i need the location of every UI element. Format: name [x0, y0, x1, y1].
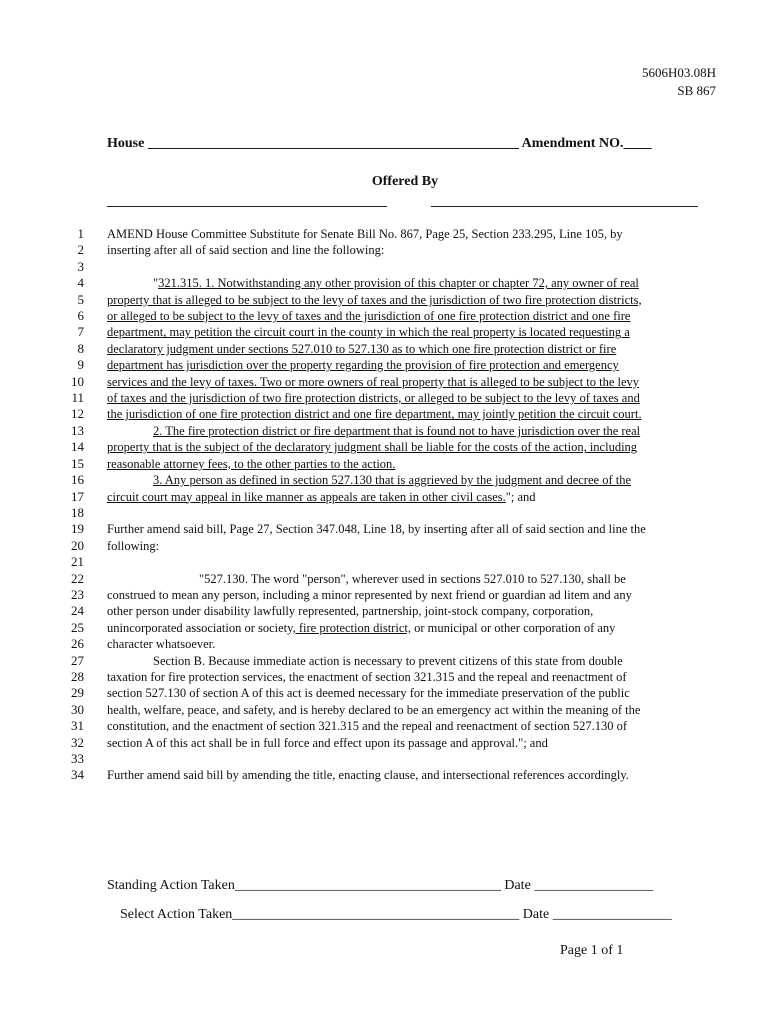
line-segment: unincorporated association or society [107, 620, 293, 635]
line-number: 29 [71, 685, 84, 701]
numbered-line [0, 538, 770, 554]
select-date-blank: _________________ [552, 907, 672, 922]
line-text [107, 390, 707, 406]
house-label: House [107, 136, 145, 151]
line-segment: Further amend said bill by amending the title, enacting clause, and intersectional references accordingly. [107, 768, 629, 783]
line-number: 5 [77, 291, 84, 307]
line-text [107, 341, 707, 357]
line-segment: " [153, 276, 159, 291]
numbered-line [0, 374, 770, 390]
numbered-line [0, 390, 770, 406]
line-segment: constitution, and the enactment of section 321.315 and the repeal and reenactment of section 527.130 of [107, 719, 627, 734]
line-number: 20 [71, 537, 84, 553]
numbered-line [0, 735, 770, 751]
line-segment: other person under disability lawfully represented, partnership, joint-stock company, corporation, [107, 604, 594, 619]
line-text [107, 406, 707, 422]
numbered-line [0, 226, 770, 242]
line-text [107, 521, 707, 537]
line-segment: "527.130. The word "person", wherever used in sections 527.010 to 527.130, shall be [199, 571, 626, 586]
line-segment: inserting after all of said section and line the following: [107, 243, 385, 258]
numbered-line [0, 324, 770, 340]
line-number: 25 [71, 619, 84, 635]
line-number: 11 [71, 390, 84, 406]
bill-number: SB 867 [677, 83, 716, 98]
line-number: 32 [71, 734, 84, 750]
numbered-line [0, 456, 770, 472]
line-text [107, 242, 707, 258]
line-number: 34 [71, 767, 84, 783]
line-segment: health, welfare, peace, and safety, and is hereby declared to be an emergency act within the meaning of the [107, 702, 641, 717]
standing-action-row [107, 878, 653, 894]
numbered-line [0, 341, 770, 357]
house-blank: _____________________________________________________ [147, 136, 519, 151]
line-text [107, 489, 707, 505]
line-number: 22 [71, 570, 84, 586]
numbered-line [0, 357, 770, 373]
numbered-line [0, 620, 770, 636]
numbered-line [0, 472, 770, 488]
select-date-label: Date [522, 907, 550, 922]
line-number: 23 [71, 586, 84, 602]
offered-by-label: Offered By [371, 174, 439, 189]
line-number: 13 [71, 422, 84, 438]
line-text [107, 439, 707, 455]
line-number: 28 [71, 668, 84, 684]
offered-by-blank-right [431, 206, 698, 207]
line-number: 9 [77, 357, 84, 373]
line-number: 7 [77, 324, 84, 340]
line-text [107, 275, 753, 291]
line-number: 8 [77, 340, 84, 356]
line-number: 6 [77, 308, 84, 324]
line-text [107, 292, 707, 308]
inserted-text: department, may petition the circuit court in the county in which the real property is located requesting a [107, 325, 630, 340]
line-text [107, 472, 753, 488]
line-number: 12 [71, 406, 84, 422]
numbered-line [0, 308, 770, 324]
line-text [107, 767, 707, 783]
line-text [107, 718, 707, 734]
line-text [107, 357, 707, 373]
numbered-line [0, 292, 770, 308]
page-number: Page 1 of 1 [560, 943, 624, 958]
numbered-line [0, 653, 770, 669]
document-number: 5606H03.08H [641, 65, 716, 80]
line-number: 4 [77, 275, 84, 291]
line-number: 17 [71, 488, 84, 504]
line-number: 21 [71, 554, 84, 570]
line-segment: character whatsoever. [107, 637, 216, 652]
line-number: 14 [71, 439, 84, 455]
line-number: 30 [71, 701, 84, 717]
line-segment: Further amend said bill, Page 27, Section 347.048, Line 18, by inserting after all of said section and line the [107, 522, 646, 537]
numbered-line [0, 702, 770, 718]
standing-date-label: Date [504, 878, 531, 893]
inserted-text: circuit court may appeal in like manner as appeals are taken in other civil cases. [107, 489, 506, 504]
numbered-line [0, 554, 770, 570]
line-text [107, 587, 707, 603]
line-segment: section A of this act shall be in full force and effect upon its passage and approval."; and [107, 735, 548, 750]
line-number: 3 [77, 258, 84, 274]
standing-action-blank: ______________________________________ [234, 878, 501, 893]
inserted-text: or alleged to be subject to the levy of taxes and the jurisdiction of one fire protection district and one fire [107, 309, 631, 324]
numbered-line [0, 439, 770, 455]
inserted-text: 2. The fire protection district or fire department that is found not to have jurisdiction over the real [153, 423, 641, 438]
numbered-line [0, 406, 770, 422]
line-number: 1 [77, 226, 84, 241]
line-number: 26 [71, 636, 84, 652]
line-segment: taxation for fire protection services, the enactment of section 321.315 and the repeal and reenactment of [107, 669, 627, 684]
select-action-label: Select Action Taken [120, 907, 233, 922]
line-segment: or municipal or other corporation of any [410, 620, 616, 635]
numbered-line [0, 587, 770, 603]
inserted-text: , fire protection district, [292, 620, 411, 635]
numbered-line [0, 259, 770, 275]
line-number: 2 [77, 242, 84, 258]
numbered-line [0, 571, 770, 587]
line-number: 15 [71, 455, 84, 471]
line-segment: "; and [505, 489, 536, 504]
line-text [107, 603, 707, 619]
numbered-line [0, 275, 770, 291]
numbered-line [0, 505, 770, 521]
numbered-line [0, 669, 770, 685]
numbered-line [0, 423, 770, 439]
standing-date-blank: _________________ [534, 878, 654, 893]
inserted-text: property that is alleged to be subject to the levy of taxes and the jurisdiction of two fire protection districts, [107, 292, 642, 307]
line-number: 18 [71, 504, 84, 520]
line-number: 16 [71, 472, 84, 488]
line-number: 19 [71, 521, 84, 537]
line-text [107, 702, 707, 718]
numbered-line [0, 242, 770, 258]
numbered-line [0, 603, 770, 619]
line-text [107, 456, 707, 472]
line-number: 31 [71, 718, 84, 734]
line-segment: section 527.130 of section A of this act is deemed necessary for the immediate preservation of the public [107, 686, 630, 701]
line-segment: following: [107, 538, 160, 553]
numbered-line [0, 751, 770, 767]
numbered-line [0, 718, 770, 734]
line-segment: Section B. Because immediate action is necessary to prevent citizens of this state from double [153, 653, 623, 668]
numbered-line [0, 685, 770, 701]
inserted-text: 321.315. 1. Notwithstanding any other provision of this chapter or chapter 72, any owner of real [158, 276, 639, 291]
inserted-text: of taxes and the jurisdiction of two fire protection districts, or alleged to be subject to the levy of taxes and [107, 391, 640, 406]
offered-by-blank-left [107, 206, 387, 207]
select-action-blank: _________________________________________ [232, 907, 520, 922]
line-text [107, 374, 707, 390]
line-segment: construed to mean any person, including a minor represented by next friend or guardian ad litem and any [107, 587, 632, 602]
inserted-text: services and the levy of taxes. Two or more owners of real property that is alleged to be subject to the levy [107, 374, 640, 389]
house-amendment-line [107, 136, 651, 152]
line-segment: AMEND House Committee Substitute for Senate Bill No. 867, Page 25, Section 233.295, Line 105, by [107, 227, 623, 241]
line-text [107, 636, 707, 652]
line-text [107, 538, 707, 554]
inserted-text: property that is the subject of the declaratory judgment shall be liable for the costs of the action, including [107, 440, 638, 455]
line-number: 24 [71, 603, 84, 619]
numbered-line [0, 636, 770, 652]
amendment-body [0, 226, 770, 784]
line-number: 33 [71, 751, 84, 766]
standing-action-label: Standing Action Taken [107, 878, 235, 893]
inserted-text: department has jurisdiction over the property regarding the provision of fire protection and emergency [107, 358, 619, 373]
line-text [107, 571, 770, 587]
numbered-line [0, 767, 770, 783]
line-text [107, 669, 707, 685]
line-text [107, 324, 707, 340]
line-text [107, 226, 707, 242]
inserted-text: the jurisdiction of one fire protection district and one fire department, may jointly petition the circuit court. [107, 407, 642, 422]
amendment-number-label: Amendment NO.____ [521, 136, 652, 151]
inserted-text: declaratory judgment under sections 527.010 to 527.130 as to which one fire protection district or fire [107, 341, 617, 356]
numbered-line [0, 489, 770, 505]
inserted-text: reasonable attorney fees, to the other parties to the action. [107, 456, 396, 471]
inserted-text: 3. Any person as defined in section 527.130 that is aggrieved by the judgment and decree of the [153, 473, 631, 488]
line-number: 10 [71, 373, 84, 389]
numbered-line [0, 521, 770, 537]
line-text [107, 653, 753, 669]
line-text [107, 685, 707, 701]
line-number: 27 [71, 652, 84, 668]
line-text [107, 735, 707, 751]
line-text [107, 620, 707, 636]
line-text [107, 423, 753, 439]
select-action-row [120, 907, 672, 923]
line-text [107, 308, 707, 324]
